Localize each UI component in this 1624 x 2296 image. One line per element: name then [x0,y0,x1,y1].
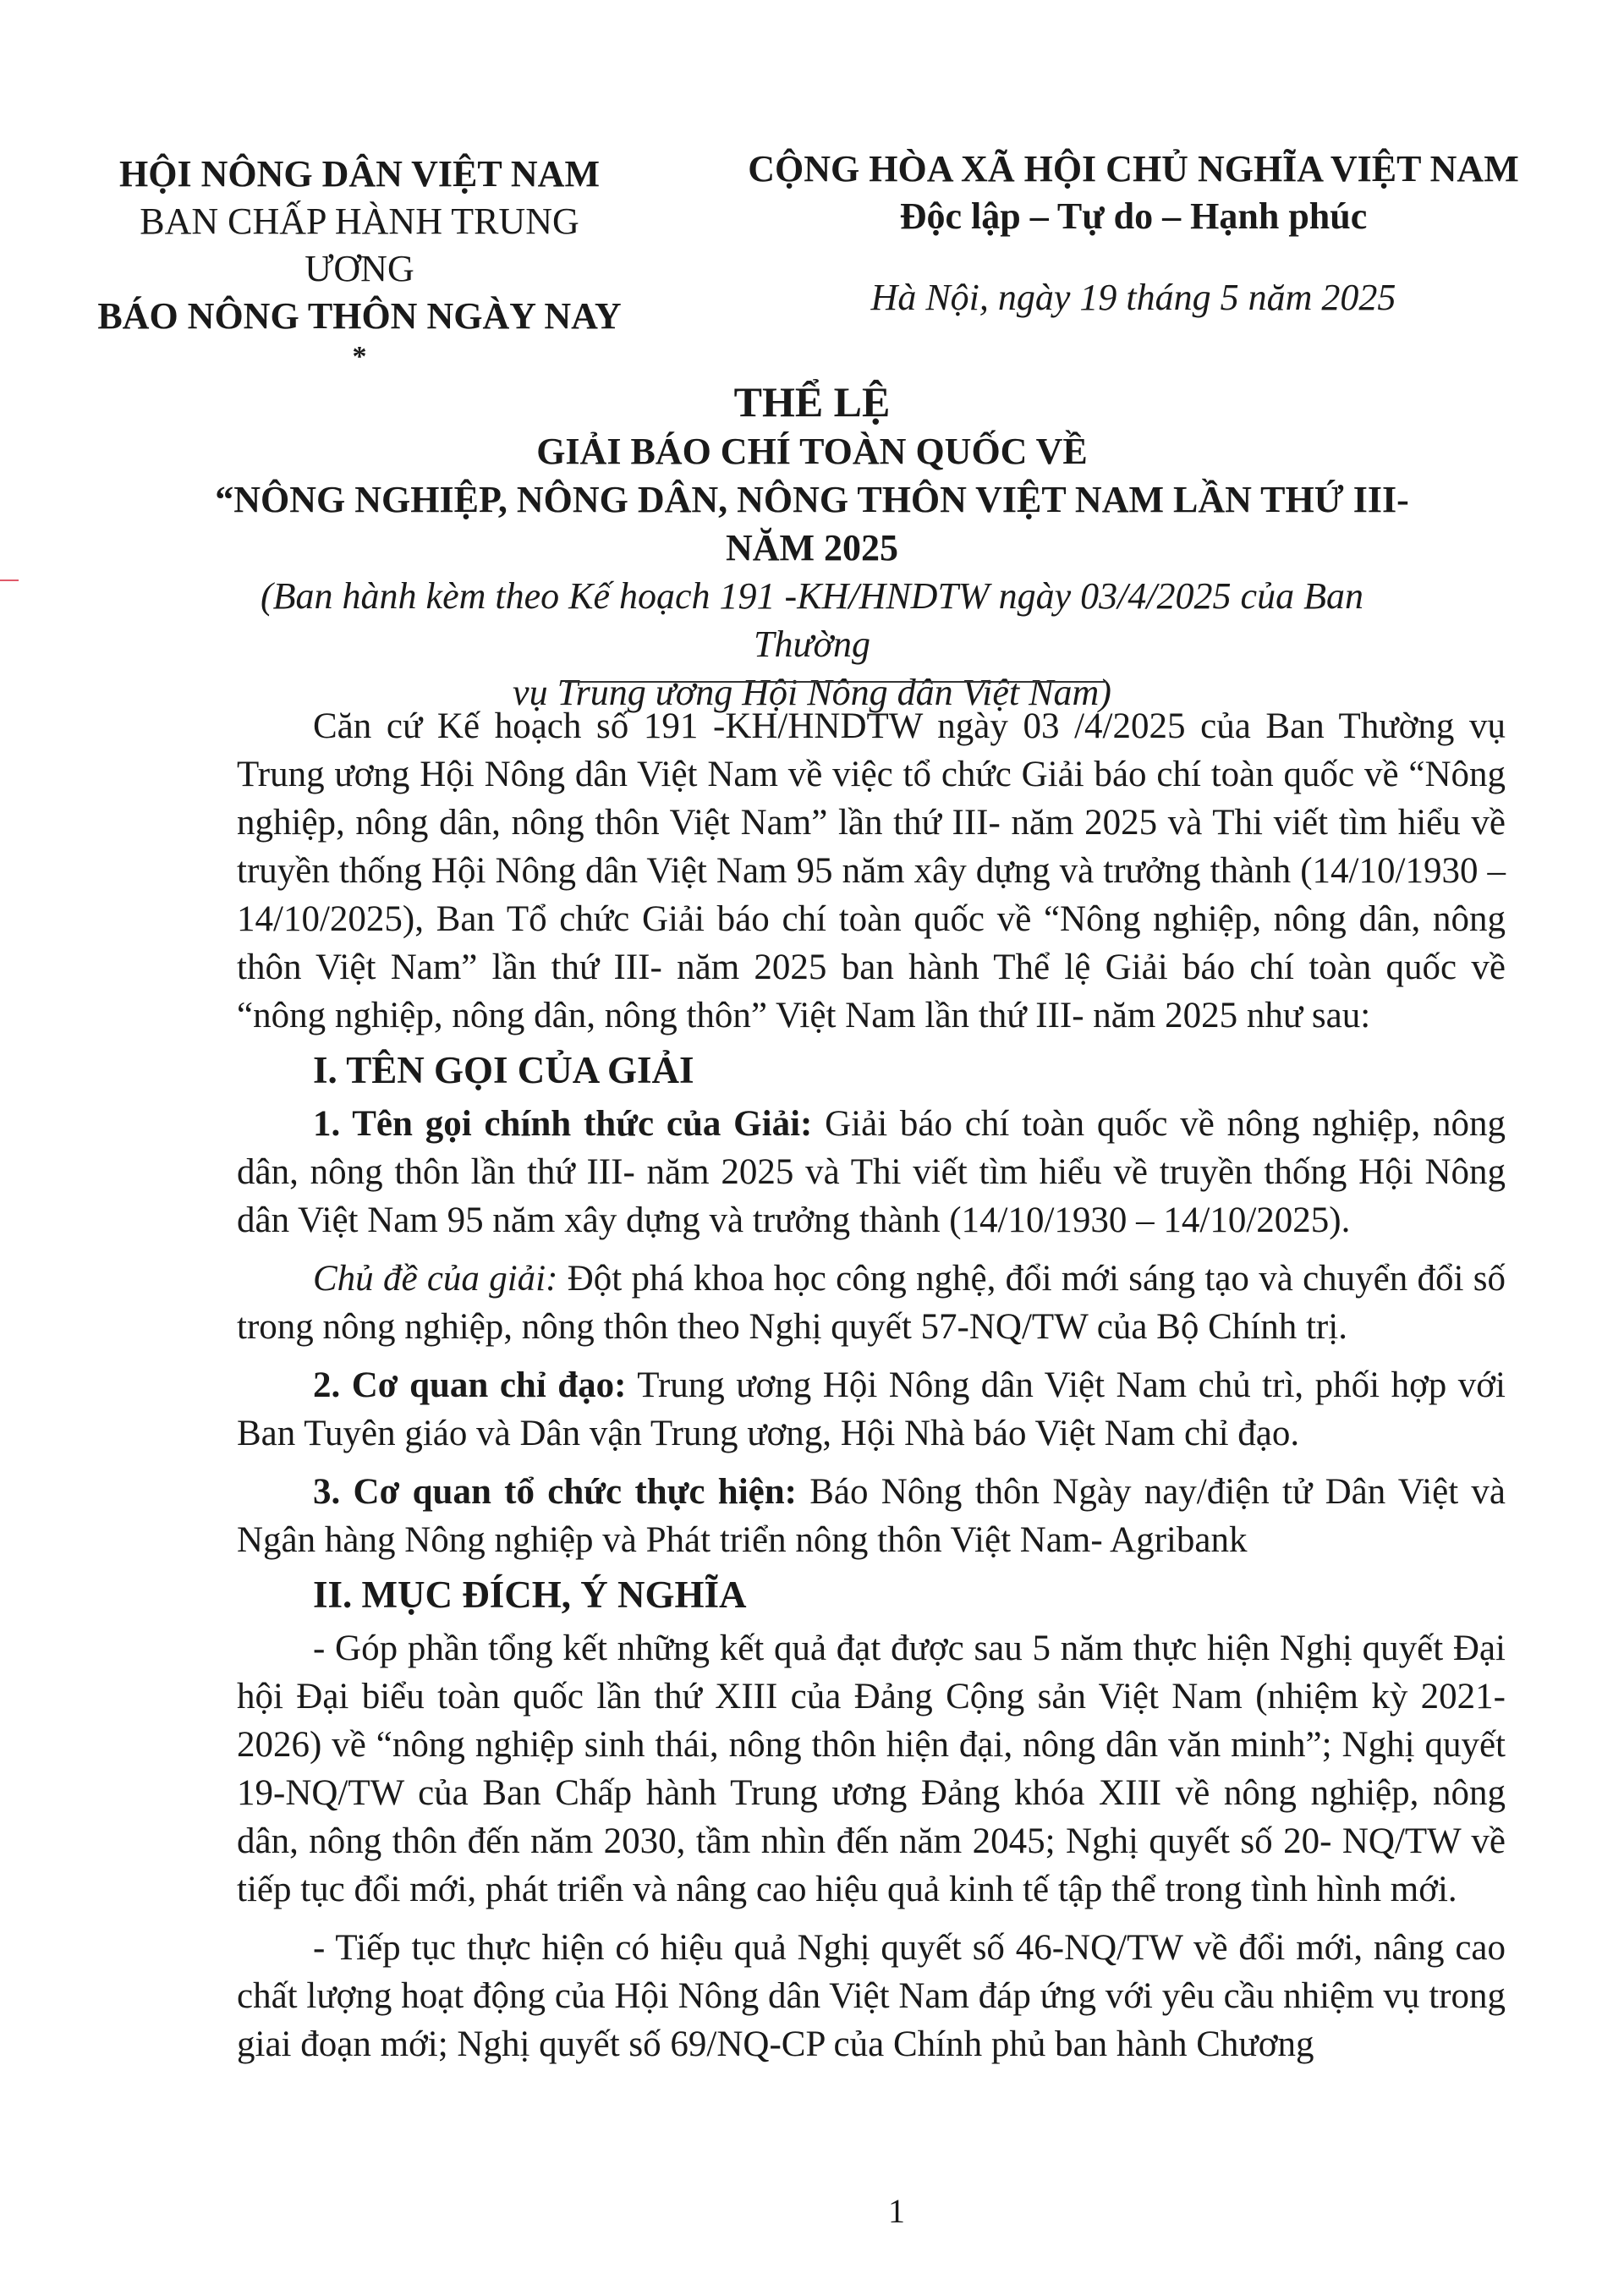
national-motto: Độc lập – Tự do – Hạnh phúc [899,195,1368,237]
purpose-paragraph-2: - Tiếp tục thực hiện có hiệu quả Nghị quyết số 46-NQ/TW về đổi mới, nâng cao chất lượng hoạt động của Hội Nông dân Việt Nam đáp ứng với yêu cầu nhiệm vụ trong giai đoạn mới; Nghị quyết số 69/NQ-CP của Chính phủ ban hành Chương [237,1928,1506,2064]
issued-note-1: (Ban hành kèm theo Kế hoạch 191 -KH/HNDTW ngày 03/4/2025 của Ban Thường [261,575,1363,665]
document-body [237,702,1506,2068]
star-mark: * [352,341,367,372]
theme-paragraph [237,1255,1506,1351]
item-3-text: Báo Nông thôn Ngày nay/điện tử Dân Việt và Ngân hàng Nông nghiệp và Phát triển nông thôn Việt Nam- Agribank [237,1472,1506,1560]
nation-name: CỘNG HÒA XÃ HỘI CHỦ NGHĨA VIỆT NAM [748,148,1519,190]
item-1 [237,1100,1506,1244]
issued-note-2: vụ Trung ương Hội Nông dân Việt Nam) [513,672,1111,713]
title-line-3: NĂM 2025 [725,527,899,569]
document-title [211,376,1413,717]
theme-label: Chủ đề của giải: [313,1259,558,1299]
section-heading-2: II. MỤC ĐÍCH, Ý NGHĨA [313,1574,747,1616]
title-line-1: GIẢI BÁO CHÍ TOÀN QUỐC VỀ [536,431,1088,472]
committee-name: BAN CHẤP HÀNH TRUNG ƯƠNG [140,200,579,289]
item-3-label: 3. Cơ quan tổ chức thực hiện: [313,1472,797,1512]
header-right [727,146,1539,321]
title-divider [565,681,1106,683]
section-heading-1: I. TÊN GỌI CỦA GIẢI [313,1049,694,1091]
item-1-text: Giải báo chí toàn quốc về nông nghiệp, nông dân, nông thôn lần thứ III- năm 2025 và Thi viết tìm hiểu về truyền thống Hội Nông dân Việt Nam 95 năm xây dựng và trưởng thành (14/10/1930 – 14/10/2025). [237,1104,1506,1240]
org-name: HỘI NÔNG DÂN VIỆT NAM [119,153,600,195]
item-2-text: Trung ương Hội Nông dân Việt Nam chủ trì, phối hợp với Ban Tuyên giáo và Dân vận Trung ương, Hội Nhà báo Việt Nam chỉ đạo. [237,1365,1506,1453]
intro-paragraph: Căn cứ Kế hoạch số 191 -KH/HNDTW ngày 03 /4/2025 của Ban Thường vụ Trung ương Hội Nông dân Việt Nam về việc tổ chức Giải báo chí toàn quốc về “Nông nghiệp, nông dân, nông thôn Việt Nam” lần thứ III- năm 2025 và Thi viết tìm hiểu về truyền thống Hội Nông dân Việt Nam 95 năm xây dựng và trưởng thành (14/10/1930 – 14/10/2025), Ban Tổ chức Giải báo chí toàn quốc về “Nông nghiệp, nông dân, nông thôn Việt Nam” lần thứ III- năm 2025 ban hành Thể lệ Giải báo chí toàn quốc về “nông nghiệp, nông dân, nông thôn” Việt Nam lần thứ III- năm 2025 như sau: [237,706,1506,1035]
newspaper-name: BÁO NÔNG THÔN NGÀY NAY [97,295,622,337]
page-number: 1 [888,2192,905,2230]
title-main: THỂ LỆ [733,378,891,426]
theme-text: Đột phá khoa học công nghệ, đổi mới sáng tạo và chuyển đổi số trong nông nghiệp, nông thôn theo Nghị quyết 57-NQ/TW của Bộ Chính trị. [237,1259,1506,1347]
item-1-label: 1. Tên gọi chính thức của Giải: [313,1104,813,1144]
header-left [89,151,630,374]
purpose-paragraph-1: - Góp phần tổng kết những kết quả đạt được sau 5 năm thực hiện Nghị quyết Đại hội Đại biểu toàn quốc lần thứ XIII của Đảng Cộng sản Việt Nam (nhiệm kỳ 2021-2026) về “nông nghiệp sinh thái, nông thôn hiện đại, nông dân văn minh”; Nghị quyết 19-NQ/TW của Ban Chấp hành Trung ương Đảng khóa XIII về nông nghiệp, nông dân, nông thôn đến năm 2030, tầm nhìn đến năm 2045; Nghị quyết số 20- NQ/TW về tiếp tục đổi mới, phát triển và nâng cao hiệu quả kinh tế tập thể trong tình hình mới. [237,1629,1506,1909]
title-line-2: “NÔNG NGHIỆP, NÔNG DÂN, NÔNG THÔN VIỆT NAM LẦN THỨ III- [215,479,1409,520]
issue-date: Hà Nội, ngày 19 tháng 5 năm 2025 [870,277,1396,318]
item-2-label: 2. Cơ quan chỉ đạo: [313,1365,627,1405]
item-3 [237,1468,1506,1564]
scan-margin-mark [0,579,19,581]
item-2 [237,1361,1506,1458]
